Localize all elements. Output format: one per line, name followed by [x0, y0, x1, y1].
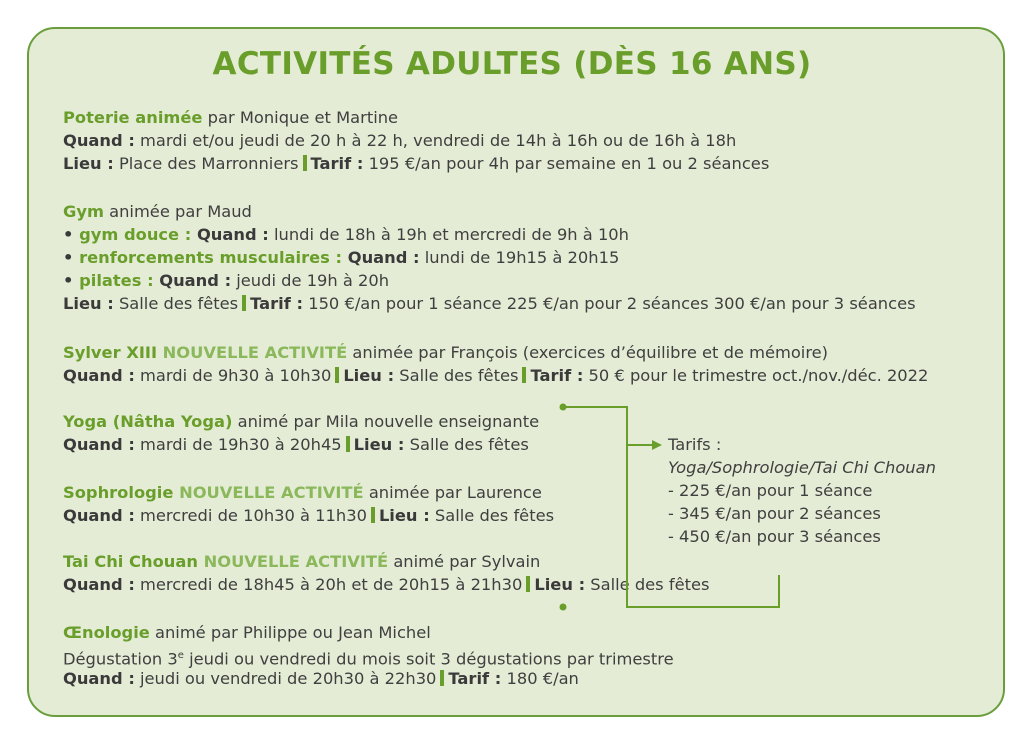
taichi-quand: mercredi de 18h45 à 20h et de 20h15 à 21h30 [134, 575, 523, 594]
quand-label: Quand : [63, 575, 135, 594]
quand-label: Quand : [63, 366, 135, 385]
quand-label: Quand : [63, 131, 135, 150]
poterie-by: par Monique et Martine [202, 108, 399, 127]
tarifs-title: Tarifs : [668, 435, 722, 454]
tarif-label: Tarif : [310, 154, 364, 173]
bullet: • [63, 248, 80, 267]
tarif-label: Tarif : [250, 294, 304, 313]
gym-item-name: gym douce : [79, 225, 192, 244]
oeno-tarif: 180 €/an [501, 669, 579, 688]
quand-label: Quand : [63, 435, 135, 454]
yoga-lieu: Salle des fêtes [404, 435, 529, 454]
new-activity-badge: NOUVELLE ACTIVITÉ [197, 552, 389, 571]
yoga-by: animé par Mila nouvelle enseignante [232, 412, 540, 431]
lieu-label: Lieu : [534, 575, 586, 594]
gym-lieu: Salle des fêtes [113, 294, 239, 313]
lieu-label: Lieu : [63, 154, 114, 173]
taichi-by: animé par Sylvain [388, 552, 541, 571]
gym-item-name: pilates : [79, 271, 154, 290]
sophro-by: animée par Laurence [363, 483, 542, 502]
bullet: • [63, 225, 80, 244]
taichi-name: Tai Chi Chouan [63, 552, 198, 571]
lieu-label: Lieu : [63, 294, 114, 313]
tarifs-line: - 225 €/an pour 1 séance [668, 481, 873, 500]
oeno-by: animé par Philippe ou Jean Michel [149, 623, 431, 642]
taichi-lieu: Salle des fêtes [585, 575, 710, 594]
sophro-quand: mercredi de 10h30 à 11h30 [134, 506, 367, 525]
yoga-name: Yoga (Nâtha Yoga) [63, 412, 233, 431]
sophro-lieu: Salle des fêtes [429, 506, 555, 525]
gym-item-quand: lundi de 18h à 19h et mercredi de 9h à 10h [268, 225, 629, 244]
oeno-quand: jeudi ou vendredi de 20h30 à 22h30 [134, 669, 437, 688]
tarifs-line: - 450 €/an pour 3 séances [668, 527, 881, 546]
tarifs-subtitle: Yoga/Sophrologie/Tai Chi Chouan [668, 458, 936, 477]
tarif-label: Tarif : [448, 669, 502, 688]
connector-arrowhead [652, 440, 662, 450]
poterie-name: Poterie animée [63, 108, 203, 127]
sylver-lieu: Salle des fêtes [394, 366, 519, 385]
poterie-lieu: Place des Marronniers [113, 154, 299, 173]
sylver-name: Sylver XIII [63, 343, 157, 362]
yoga-quand: mardi de 19h30 à 20h45 [134, 435, 342, 454]
poterie-tarif: 195 €/an pour 4h par semaine en 1 ou 2 séances [363, 154, 770, 173]
poterie-quand-text: mardi et/ou jeudi de 20 h à 22 h, vendredi de 14h à 16h ou de 16h à 18h [134, 131, 737, 150]
gym-name: Gym [63, 202, 104, 221]
new-activity-badge: NOUVELLE ACTIVITÉ [173, 483, 364, 502]
sophro-name: Sophrologie [63, 483, 174, 502]
connector-dot-bottom [560, 604, 567, 611]
gym-item-name: renforcements musculaires : [79, 248, 343, 267]
lieu-label: Lieu : [378, 506, 430, 525]
tarifs-line: - 345 €/an pour 2 séances [668, 504, 881, 523]
lieu-label: Lieu : [343, 366, 395, 385]
gym-by: animée par Maud [103, 202, 252, 221]
quand-label: Quand : [63, 506, 135, 525]
quand-label: Quand : [342, 248, 420, 267]
oeno-name: Œnologie [63, 623, 150, 642]
gym-item-quand: jeudi de 19h à 20h [231, 271, 390, 290]
sylver-quand: mardi de 9h30 à 10h30 [134, 366, 332, 385]
oeno-desc-a: Dégustation 3 [63, 649, 178, 669]
quand-label: Quand : [191, 225, 269, 244]
quand-label: Quand : [153, 271, 232, 290]
gym-item-quand: lundi de 19h15 à 20h15 [419, 248, 620, 267]
sylver-tarif: 50 € pour le trimestre oct./nov./déc. 2022 [583, 366, 929, 385]
new-activity-badge: NOUVELLE ACTIVITÉ [157, 343, 348, 362]
bullet: • [63, 271, 80, 290]
oeno-desc-b: jeudi ou vendredi du mois soit 3 dégustations par trimestre [183, 649, 674, 669]
lieu-label: Lieu : [353, 435, 405, 454]
oeno-desc-sup: e [177, 650, 184, 661]
sylver-by: animée par François (exercices d’équilibre et de mémoire) [347, 343, 829, 362]
quand-label: Quand : [63, 669, 135, 688]
page-title: ACTIVITÉS ADULTES (DÈS 16 ANS) [212, 46, 812, 82]
gym-tarif: 150 €/an pour 1 séance 225 €/an pour 2 séances 300 €/an pour 3 séances [303, 294, 916, 313]
tarif-label: Tarif : [530, 366, 584, 385]
